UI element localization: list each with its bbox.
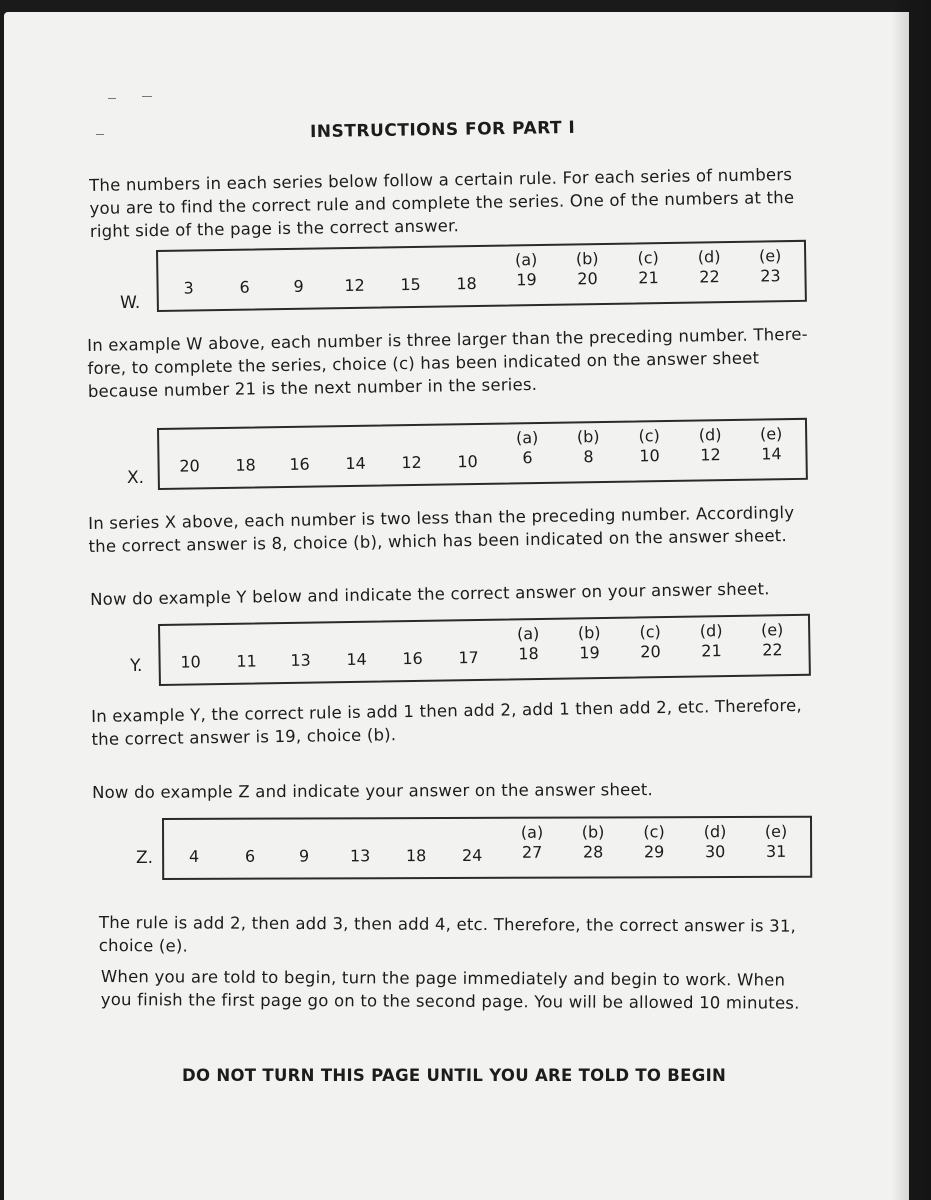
choice-letter: (d): [698, 425, 722, 445]
answer-choice: [691, 621, 732, 661]
series-number: 4: [189, 846, 200, 866]
choice-value: 18: [518, 644, 539, 664]
page-title: INSTRUCTIONS FOR PART I: [309, 117, 576, 143]
explanation-w: [87, 323, 809, 403]
explanation-line: In example Y, the correct rule is add 1 then add 2, add 1 then add 2, etc. Therefore,: [91, 695, 803, 726]
series-box-x: [157, 418, 808, 490]
answer-choice: [756, 822, 796, 861]
choice-letter: (c): [639, 622, 661, 642]
choice-letter: (c): [637, 248, 659, 268]
answer-choice: [568, 427, 609, 467]
choice-letter: (d): [703, 822, 727, 842]
choice-letter: (a): [520, 822, 544, 842]
explanation-line: In series X above, each number is two less than the preceding number. Accordingly: [88, 502, 795, 533]
choice-letter: (b): [576, 427, 600, 447]
choice-value: 31: [765, 841, 787, 861]
answer-choice: [508, 624, 549, 664]
example-label: Y.: [130, 656, 143, 676]
prompt-z: Now do example Z and indicate your answer on the answer sheet.: [92, 780, 653, 802]
answer-choice: [629, 426, 670, 466]
series-number: 15: [400, 274, 421, 295]
series-number: 11: [236, 651, 257, 671]
choice-value: 30: [704, 842, 726, 862]
answer-choice: [507, 428, 548, 468]
choice-letter: (a): [515, 428, 539, 448]
margin-mark: [142, 96, 152, 97]
choice-letter: (c): [643, 822, 665, 842]
intro-paragraph: [89, 163, 795, 243]
example-label: W.: [120, 293, 141, 313]
closing-line: When you are told to begin, turn the page immediately and begin to work. When: [100, 967, 786, 990]
answer-choice: [630, 622, 671, 662]
series-number: 9: [293, 276, 304, 296]
choice-letter: (c): [638, 426, 660, 446]
answer-choice: [695, 822, 735, 861]
choice-letter: (b): [581, 822, 605, 842]
explanation-line: fore, to complete the series, choice (c) has been indicated on the answer sheet: [87, 348, 760, 378]
choice-letter: (a): [516, 624, 540, 644]
closing-paragraph: [101, 965, 800, 1015]
series-number: 18: [235, 455, 256, 475]
series-number: 17: [458, 647, 479, 668]
series-number: 10: [180, 652, 201, 672]
series-number: 12: [344, 275, 365, 296]
series-number: 6: [245, 846, 256, 866]
choice-letter: (e): [760, 620, 784, 640]
series-number: 3: [183, 278, 194, 298]
series-number: 18: [456, 273, 477, 294]
explanation-line: the correct answer is 8, choice (b), which has been indicated on the answer sheet.: [88, 526, 787, 556]
choice-value: 8: [583, 447, 594, 467]
choice-value: 12: [700, 445, 721, 465]
choice-value: 20: [577, 269, 598, 289]
answer-choice: [634, 822, 674, 861]
prompt-y: Now do example Y below and indicate the correct answer on your answer sheet.: [90, 579, 770, 609]
choice-value: 23: [760, 266, 781, 286]
intro-line: The numbers in each series below follow a certain rule. For each series of numbers: [89, 164, 793, 195]
choice-value: 19: [579, 643, 600, 663]
choice-value: 20: [640, 642, 661, 662]
series-number: 18: [405, 846, 427, 866]
explanation-line: The rule is add 2, then add 3, then add 4, etc. Therefore, the correct answer is 31,: [98, 913, 797, 936]
series-box-w: [156, 240, 807, 312]
series-number: 12: [401, 452, 422, 473]
explanation-line: because number 21 is the next number in the series.: [87, 374, 538, 401]
choice-value: 21: [701, 641, 722, 661]
explanation-z: [99, 911, 796, 961]
closing-line: you finish the first page go on to the second page. You will be allowed 10 minutes.: [100, 989, 800, 1013]
choice-letter: (d): [697, 247, 721, 267]
margin-mark: [96, 134, 104, 135]
answer-choice: [751, 424, 792, 464]
margin-mark: [108, 98, 116, 99]
answer-choice: [512, 823, 552, 862]
answer-choice: [506, 250, 547, 290]
explanation-line: In example W above, each number is three larger than the preceding number. There-: [87, 324, 808, 355]
example-label: X.: [127, 468, 145, 488]
explanation-line: choice (e).: [98, 935, 189, 956]
choice-value: 19: [516, 270, 537, 290]
series-number: 10: [457, 451, 478, 472]
series-box-z: [162, 816, 812, 880]
choice-letter: (e): [758, 246, 782, 266]
series-number: 14: [346, 649, 367, 670]
choice-value: 22: [762, 640, 783, 660]
series-number: 16: [289, 454, 310, 474]
choice-letter: (e): [764, 821, 788, 841]
choice-value: 21: [638, 268, 659, 288]
example-label: Z.: [136, 848, 154, 868]
explanation-line: the correct answer is 19, choice (b).: [91, 725, 397, 749]
choice-letter: (d): [699, 621, 723, 641]
choice-value: 10: [639, 446, 660, 466]
series-number: 13: [290, 650, 311, 670]
choice-letter: (e): [759, 424, 783, 444]
series-number: 24: [461, 845, 483, 865]
answer-choice: [573, 822, 613, 861]
series-number: 13: [349, 846, 371, 866]
answer-choice: [752, 620, 793, 660]
choice-letter: (a): [514, 250, 538, 270]
choice-letter: (b): [575, 249, 599, 269]
answer-choice: [569, 623, 610, 663]
intro-line: right side of the page is the correct answer.: [89, 216, 460, 241]
choice-letter: (b): [577, 623, 601, 643]
series-number: 20: [179, 456, 200, 476]
choice-value: 28: [582, 842, 604, 862]
choice-value: 29: [643, 842, 665, 862]
choice-value: 14: [761, 444, 782, 464]
series-number: 14: [345, 453, 366, 474]
footer-warning: DO NOT TURN THIS PAGE UNTIL YOU ARE TOLD TO BEGIN: [182, 1066, 727, 1085]
answer-choice: [690, 425, 731, 465]
series-number: 9: [299, 846, 310, 866]
series-number: 6: [239, 277, 250, 297]
answer-choice: [567, 249, 608, 289]
choice-value: 22: [699, 267, 720, 287]
answer-choice: [689, 247, 730, 287]
choice-value: 27: [521, 842, 543, 862]
choice-value: 6: [522, 448, 533, 468]
intro-line: you are to find the correct rule and complete the series. One of the numbers at the: [89, 187, 795, 218]
series-number: 16: [402, 648, 423, 669]
series-box-y: [158, 614, 811, 686]
answer-choice: [750, 246, 791, 286]
answer-choice: [628, 248, 669, 288]
